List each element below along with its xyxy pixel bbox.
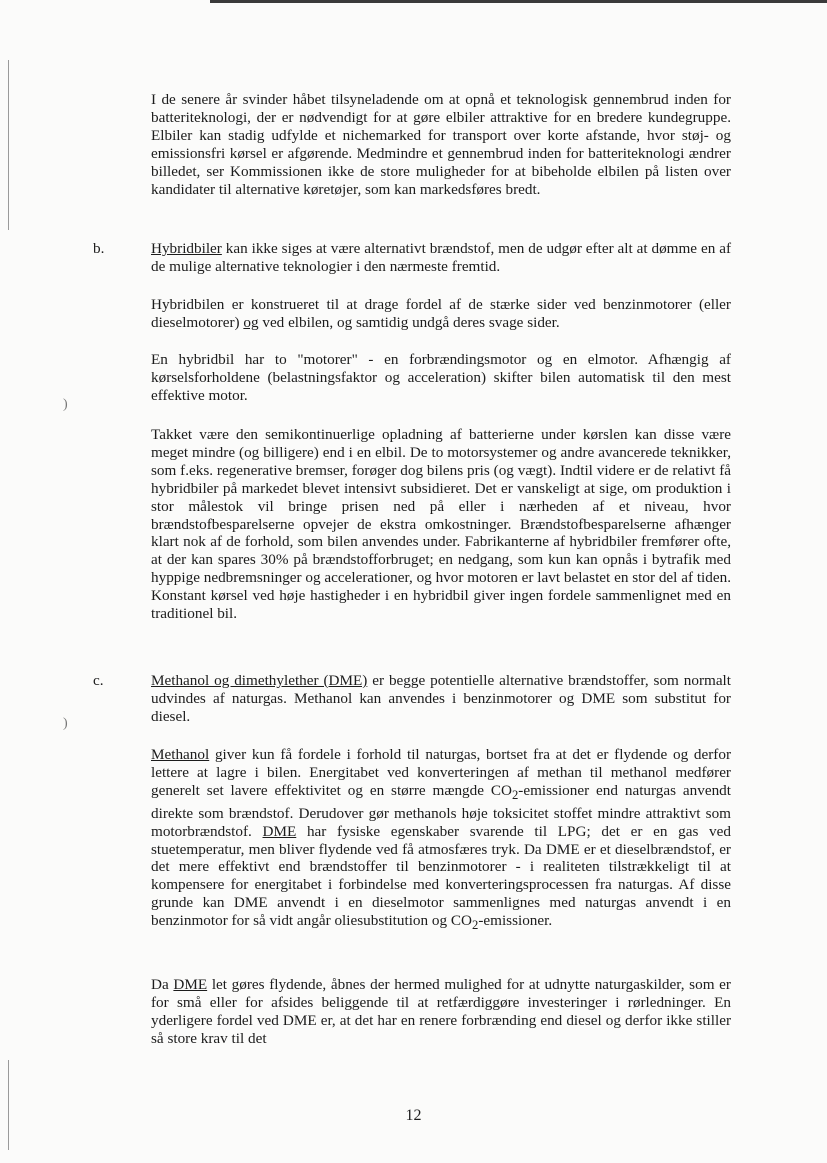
scan-top-border	[210, 0, 827, 3]
paragraph-hybrid-construction: Hybridbilen er konstrueret til at drage fordel af de stærke sider ved benzinmotorer (eller dieselmotorer) og ved elbilen, og samtidig undgå deres svage sider.	[151, 296, 731, 331]
paragraph-hybrid-intro: Hybridbiler kan ikke siges at være alternativt brændstof, men de udgør efter alt at dømme en af de mulige alternative teknologier i den nærmeste fremtid.	[151, 240, 731, 275]
list-label-c: c.	[93, 672, 104, 689]
paragraph-hybrid-costs: Takket være den semikontinuerlige opladning af batterierne under kørslen kan disse være meget mindre (og billigere) end i en elbil. De to motorsystemer og andre avancerede teknikker, som f.eks. regenerative bremser, forøger dog bilens pris (og vægt). Indtil videre er de relativt få hybridbiler på markedet blevet intensivt subsidieret. Det er vanskeligt at sige, om produktion i stor målestok vil bringe prisen ned på eller i nærheden af et niveau, hvor brændstofbesparelserne opvejer de ekstra omkostninger. Brændstofbesparelserne afhænger klart nok af de forhold, som bilen anvendes under. Fabrikanterne af hybridbiler fremfører ofte, at der kan spares 30% på brændstofforbruget; en nedgang, som kun kan opnås i bytrafik med hyppige nedbremsninger og accelerationer, og hvor motoren er lavt belastet en stor del af tiden. Konstant kørsel ved høje hastigheder i en hybridbil giver ingen fordele sammenlignet med en traditionel bil.	[151, 426, 731, 623]
paragraph-dme-liquid: Da DME let gøres flydende, åbnes der hermed mulighed for at udnytte naturgaskilder, som er for små eller for afsides beliggende til at retfærdiggøre investeringer i rørledninger. En yderligere fordel ved DME er, at det har en renere forbrænding end diesel og derfor ikke stiller så store krav til det	[151, 976, 731, 1047]
paragraph-methanol-dme-intro: Methanol og dimethylether (DME) er begge potentielle alternative brændstoffer, som normalt udvindes af naturgas. Methanol kan anvendes i benzinmotorer og DME som substitut for diesel.	[151, 672, 731, 725]
paragraph-hybrid-motors: En hybridbil har to "motorer" - en forbrændingsmotor og en elmotor. Afhængig af kørselsforholdene (belastningsfaktor og acceleration) skifter bilen automatisk til den mest effektive motor.	[151, 351, 731, 404]
term-methanol: Methanol	[151, 746, 210, 763]
page-number: 12	[405, 1107, 422, 1124]
scan-mark: )	[63, 397, 68, 412]
scan-mark: )	[63, 716, 68, 731]
paragraph-intro: I de senere år svinder håbet tilsyneladende om at opnå et teknologisk gennembrud inden for batteriteknologi, der er nødvendigt for at gøre elbiler attraktive for en bredere kundegruppe. Elbiler kan stadig udfylde et nichemarked for transport over korte afstande, hvor støj- og emissionsfri kørsel er afgørende. Medmindre et gennembrud inden for batteriteknologi ændrer billedet, ser Kommissionen ikke de store muligheder for at bibeholde elbilen på listen over kandidater til alternative køretøjer, som kan markedsføres bredt.	[151, 91, 731, 198]
list-label-b: b.	[93, 240, 105, 257]
term-dme-2: DME	[173, 976, 208, 993]
term-dme: DME	[262, 822, 297, 840]
term-hybridbiler: Hybridbiler	[151, 240, 222, 257]
scan-left-edge	[8, 60, 9, 230]
scan-left-edge-lower	[8, 1060, 9, 1150]
paragraph-methanol: Methanol giver kun få fordele i forhold til naturgas, bortset fra at det er flydende og derfor lettere at lagre i bilen. Energitabet ved konverteringen af methan til methanol medfører generelt set lavere effektivitet og en større mængde $CO_2$-emissioner end naturgas anvendt direkte som brændstof. Derudover gør methanols høje toksicitet stoffet mindre attraktivt som motorbrændstof. DME har fysiske egenskaber svarende til LPG; det er en gas ved stuetemperatur, men bliver flydende ved få atmosfæres tryk. Da DME er et dieselbrændstof, er det mere effektivt end brændstoffer til benzinmotorer - i realiteten tilstrækkeligt til at kompensere for energitabet i forbindelse med konverteringsprocessen fra naturgas. Af disse grunde kan DME anvendt i en dieselmotor sammenlignes med naturgas anvendt i en benzinmotor for så vidt angår oliesubstitution og $CO_2$-emissioner.	[151, 746, 731, 933]
term-methanol-dme: Methanol og dimethylether (DME)	[151, 672, 368, 689]
